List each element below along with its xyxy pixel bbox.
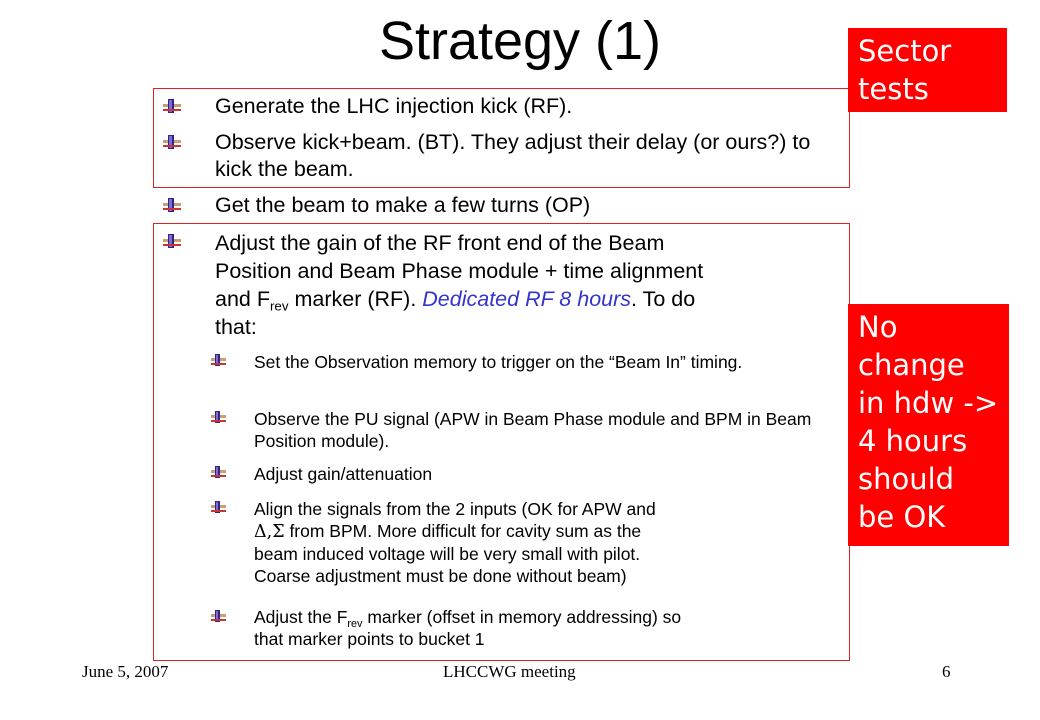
bullet-marker-icon xyxy=(211,411,226,423)
footer-date: June 5, 2007 xyxy=(82,662,169,681)
bullet-4-line-4: that: xyxy=(215,315,257,339)
subbullet-4-line-2: Δ,Σ from BPM. More difficult for cavity sum as the xyxy=(254,521,642,542)
subbullet-5-text xyxy=(254,606,846,650)
subbullet-4-line-1: Align the signals from the 2 inputs (OK for APW and xyxy=(254,499,656,519)
bullet-4-line-1: Adjust the gain of the RF front end of the Beam xyxy=(215,231,665,255)
bullet-marker-icon xyxy=(163,99,181,113)
bullet-4-text xyxy=(215,229,843,341)
subbullet-4-line-3: beam induced voltage will be very small with pilot. xyxy=(254,544,641,564)
bullet-1-text: Generate the LHC injection kick (RF). xyxy=(215,94,573,118)
subbullet-3-text: Adjust gain/attenuation xyxy=(254,464,433,484)
bullet-3-text: Get the beam to make a few turns (OP) xyxy=(215,193,591,217)
bullet-marker-icon xyxy=(163,234,181,248)
subbullet-1-text: Set the Observation memory to trigger on the “Beam In” timing. xyxy=(254,352,743,372)
bullet-2-text: Observe kick+beam. (BT). They adjust their delay (or ours?) to kick the beam. xyxy=(215,130,811,181)
callout-sector-tests: Sector tests xyxy=(848,28,1007,112)
bullet-4-line-2: Position and Beam Phase module + time alignment xyxy=(215,259,704,283)
dedicated-rf-note: Dedicated RF 8 hours xyxy=(422,287,632,311)
delta-sigma-symbol: Δ,Σ xyxy=(254,522,285,542)
bullet-marker-icon xyxy=(211,501,226,513)
subbullet-4-text xyxy=(254,498,846,587)
footer-page-number: 6 xyxy=(942,662,951,681)
bullet-marker-icon xyxy=(211,354,226,366)
callout-no-change: No change in hdw -> 4 hours should be OK xyxy=(848,304,1009,546)
subbullet-5-line-2: that marker points to bucket 1 xyxy=(254,629,485,649)
subbullet-2-text: Observe the PU signal (APW in Beam Phase module and BPM in Beam Position module). xyxy=(254,409,812,451)
bullet-marker-icon xyxy=(211,610,226,622)
bullet-marker-icon xyxy=(211,466,226,478)
slide-title: Strategy (1) xyxy=(378,11,662,71)
bullet-4-line-3: and $F_{rev}$ marker (RF). Dedicated RF 8 hours. To do xyxy=(215,287,696,314)
subbullet-4-line-4: Coarse adjustment must be done without beam) xyxy=(254,566,627,586)
footer-meeting: LHCCWG meeting xyxy=(443,662,576,681)
bullet-marker-icon xyxy=(163,198,181,212)
bullet-marker-icon xyxy=(163,135,181,149)
subbullet-5-line-1: Adjust the $F_{rev}$ marker (offset in memory addressing) so xyxy=(254,607,682,630)
